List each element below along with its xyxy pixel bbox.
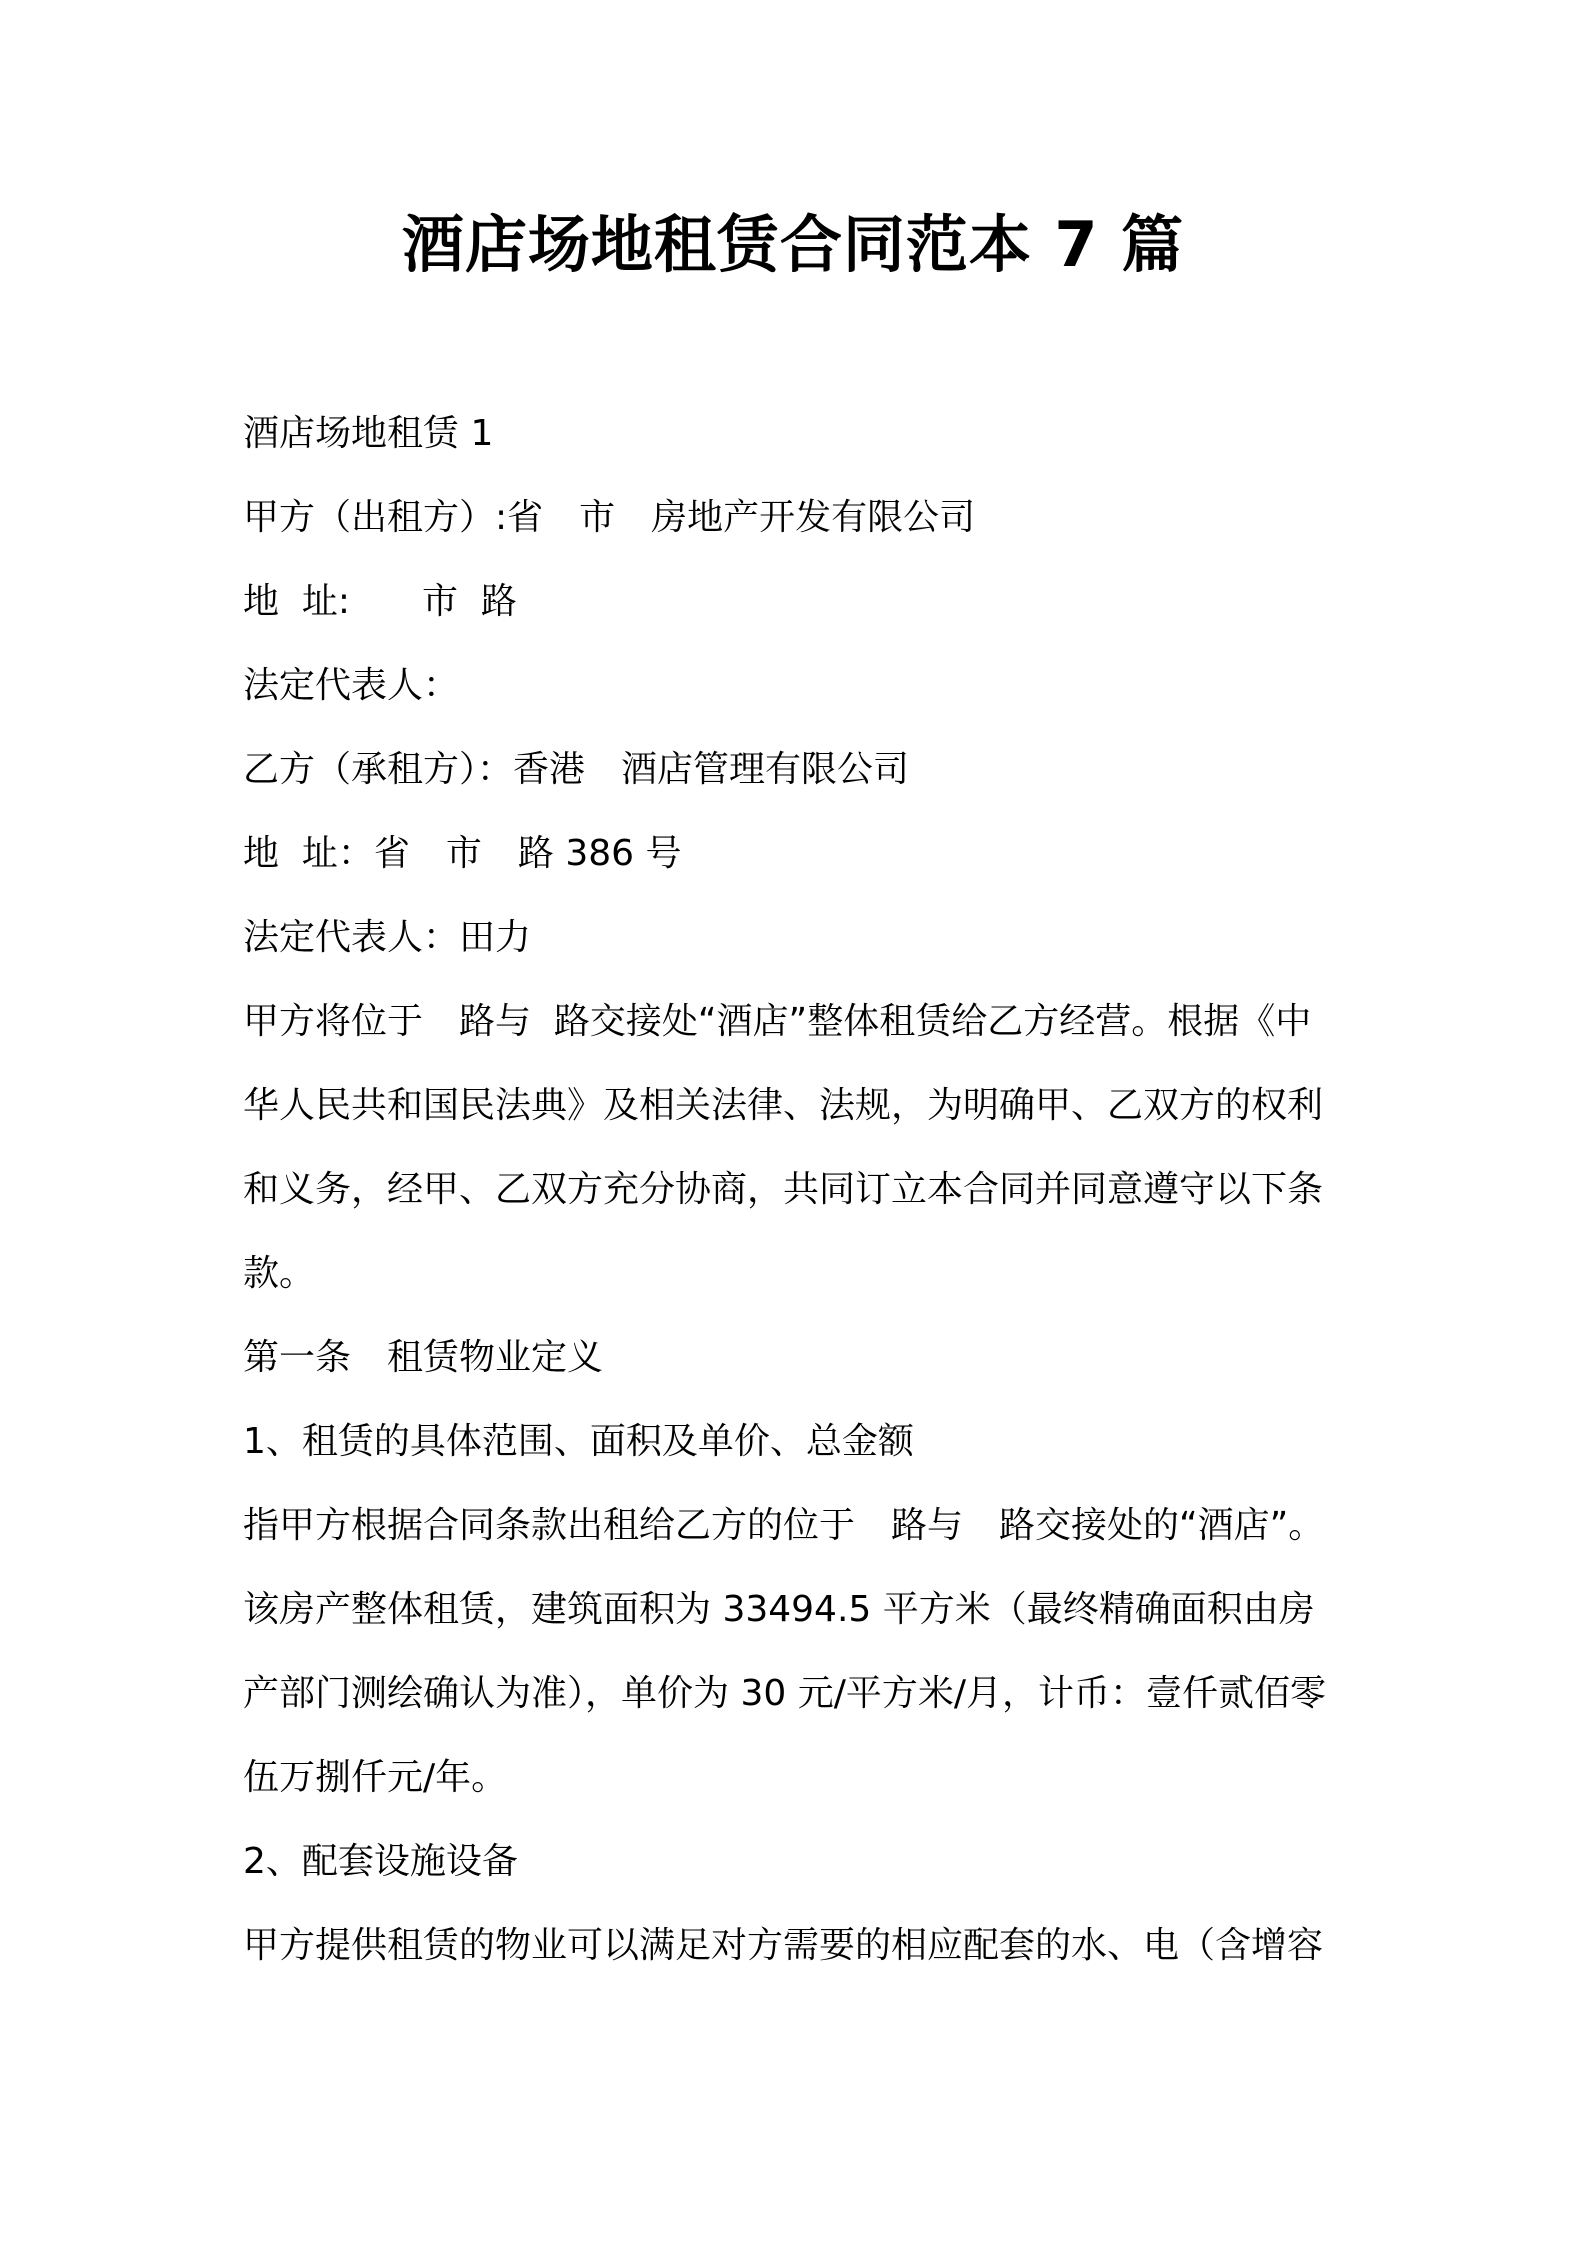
paragraph-line: 伍万捌仟元/年。 <box>243 1757 508 1798</box>
party-a-representative-line: 法定代表人： <box>243 665 460 706</box>
paragraph-line: 甲方提供租赁的物业可以满足对方需要的相应配套的水、电（含增容 <box>243 1925 1324 1966</box>
paragraph-line: 华人民共和国民法典》及相关法律、法规，为明确甲、乙双方的权利 <box>243 1085 1324 1126</box>
party-b-representative-line: 法定代表人：田力 <box>243 917 532 958</box>
article-heading: 第一条 租赁物业定义 <box>243 1337 604 1378</box>
document-title: 酒店场地租赁合同范本 7 篇 <box>401 208 1185 281</box>
section-heading-lease-1: 酒店场地租赁 1 <box>243 413 494 454</box>
party-b-address-line: 地 址：省 市 路 386 号 <box>243 833 682 874</box>
clause-heading: 2、配套设施设备 <box>243 1841 518 1882</box>
paragraph-line: 指甲方根据合同条款出租给乙方的位于 路与 路交接处的“酒店”。 <box>243 1505 1325 1546</box>
party-a-line: 甲方（出租方）:省 市 房地产开发有限公司 <box>243 497 976 538</box>
paragraph-line: 款。 <box>243 1253 316 1294</box>
clause-heading: 1、租赁的具体范围、面积及单价、总金额 <box>243 1421 914 1462</box>
paragraph-line: 甲方将位于 路与 路交接处“酒店”整体租赁给乙方经营。根据《中 <box>243 1001 1312 1042</box>
party-b-line: 乙方（承租方）：香港 酒店管理有限公司 <box>243 749 910 790</box>
paragraph-line: 该房产整体租赁，建筑面积为 33494.5 平方米（最终精确面积由房 <box>243 1589 1315 1630</box>
paragraph-line: 产部门测绘确认为准），单价为 30 元/平方米/月，计币：壹仟贰佰零 <box>243 1673 1326 1714</box>
paragraph-line: 和义务，经甲、乙双方充分协商，共同订立本合同并同意遵守以下条 <box>243 1169 1324 1210</box>
party-a-address-line: 地 址: 市 路 <box>243 581 517 622</box>
